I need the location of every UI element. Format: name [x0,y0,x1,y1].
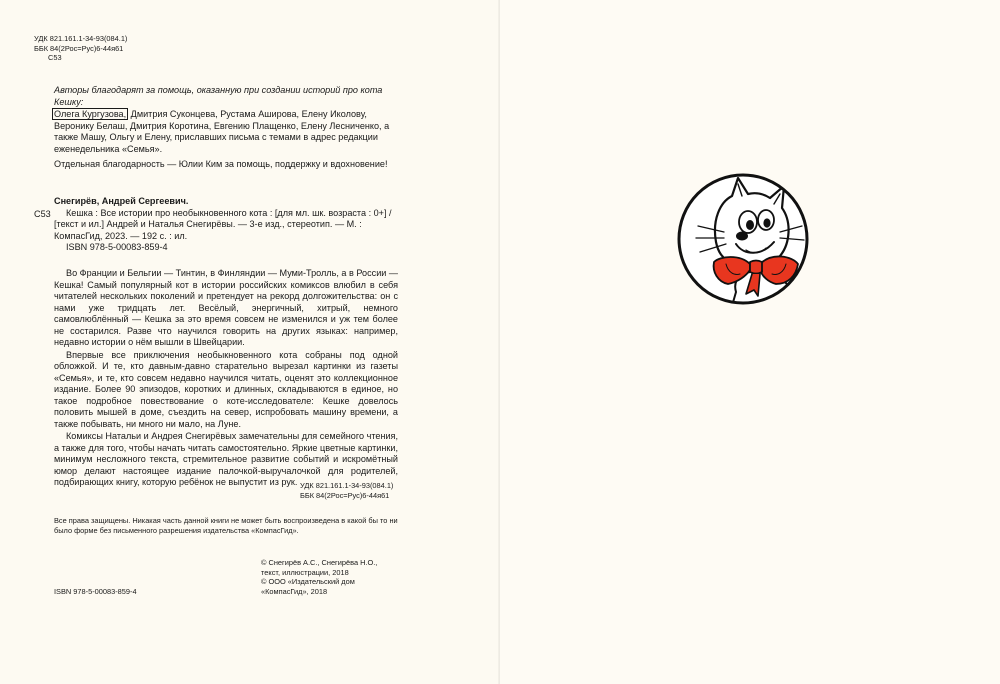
right-page [500,0,1000,684]
annotation-codes [300,481,400,500]
bbk-code-repeat: ББК 84(2Рос=Рус)6-44я61 [300,490,390,500]
copyright-block [261,558,401,596]
catalog-author: Снегирёв, Андрей Сергеевич. [54,196,189,206]
copyright-line-1: © Снегирёв А.С., Снегирёва Н.О., [261,558,378,567]
copyright-line-4: «КомпасГид», 2018 [261,586,328,596]
udk-code: УДК 821.161.1-34-93(084.1) [34,34,128,43]
kitten-with-red-bow-icon [676,172,810,306]
colophon-codes [34,34,127,63]
special-thanks: Отдельная благодарность — Юлии Ким за помощь, поддержку и вдохновение! [54,159,388,169]
copyright-line-3: © ООО «Издательский дом [261,577,355,586]
author-mark: С53 [48,53,62,62]
thanks-names [54,109,394,155]
catalog-isbn: ISBN 978-5-00083-859-4 [66,242,168,252]
annotation-paragraph-3: Комиксы Натальи и Андрея Снегирёвых замечательны для семейного чтения, а также для того, чтобы начать читать самостоятельно. Яркие цветные картинки, минимум несложного текста, стремительное развитие событий и искромётный юмор делают настоящее издание палочкой-выручалочкой для родителей, подбирающих книгу, которую ребёнок не выпустит из рук. [54,431,398,487]
catalog-description: Кешка : Все истории про необыкновенного кота : [для мл. шк. возраста : 0+] / [текст и ил.] Андрей и Наталья Снегирёвы. — 3-е изд., стереотип. — М. : КомпасГид, 2023. — 192 с. : ил. [54,207,392,241]
udk-code-repeat: УДК 821.161.1-34-93(084.1) [300,481,394,490]
highlighted-name: Олега Кургузова, [54,109,127,119]
thanks-intro: Авторы благодарят за помощь, оказанную при создании историй про кота Кешку: [54,85,383,107]
copyright-line-2: текст, иллюстрации, 2018 [261,567,349,577]
names-rest: Дмитрия Суконцева, Рустама Аширова, Елену Иколову, Веронику Белаш, Дмитрия Коротина, Евгению Плащенко, Елену Лесниченко, а также Машу, Ольгу и Елену, приславших письма с темами в адрес редакции еженедельника «Семья». [54,109,390,154]
isbn-bottom: ISBN 978-5-00083-859-4 [54,587,137,596]
bbk-code: ББК 84(2Рос=Рус)6-44я61 [34,43,124,53]
annotation-paragraph-2: Впервые все приключения необыкновенного кота собраны под одной обложкой. И те, кто давным-давно старательно вырезал картинки из газеты «Семья», и те, кто совсем недавно научился читать, оценят это коллекционное издание. Более 90 эпизодов, коротких и длинных, складываются в единое, но такое подробное повествование о коте-исследователе: Кешке довелось половить мышей в доме, съездить на север, испробовать машину времени, а также побывать, ни много ни мало, на Луне. [54,349,398,429]
catalog-card-code: С53 [34,209,51,219]
annotation-paragraph-1: Во Франции и Бельгии — Тинтин, в Финляндии — Муми-Тролль, а в России — Кешка! Самый популярный кот в истории российских комиксов влюбил в себя читателей нескольких поколений и претендует на рекорд долгожительства: он с нами уже тридцать лет. Весёлый, энергичный, хитрый, немного самовлюблённый — Кешка за это время совсем не изменился и уж тем более не состарился. Разве что научился говорить на других языках: например, недавно истории о нём вышли в Швейцарии. [54,268,398,347]
catalog-card [54,196,399,254]
rights-notice: Все права защищены. Никакая часть данной книги не может быть воспроизведена в какой бы то ни было форме без письменного разрешения издательства «КомпасГид». [54,516,398,535]
annotation [54,268,398,489]
